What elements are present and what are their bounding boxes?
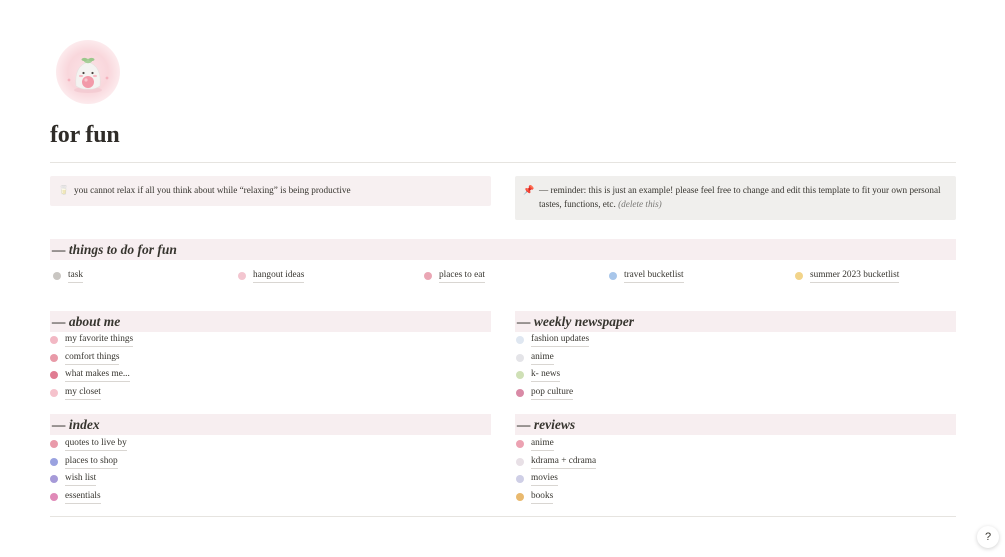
places-to-shop-icon [50,458,58,466]
movies-icon [516,475,524,483]
link-label: essentials [65,490,101,504]
link-label: task [68,269,83,283]
fashion-updates-icon [516,336,524,344]
task-icon [53,272,61,280]
comfort-things-icon [50,354,58,362]
hangout-ideas-icon [238,272,246,280]
summer-bucketlist-icon [795,272,803,280]
link-label: anime [531,437,554,451]
link-label: summer 2023 bucketlist [810,269,899,283]
section-heading-index[interactable]: — index [50,414,491,435]
link-label: travel bucketlist [624,269,684,283]
essentials-icon [50,493,58,501]
link-label: quotes to live by [65,437,127,451]
quote-callout[interactable] [50,176,491,206]
favorite-things-icon [50,336,58,344]
reminder-text: — reminder: this is just an example! please feel free to change and edit this template to fit your own personal tastes, functions, etc. [539,185,941,209]
divider-bottom [50,516,956,517]
travel-bucketlist-icon [609,272,617,280]
link-label: fashion updates [531,333,589,347]
reminder-callout[interactable] [515,176,956,220]
link-label: my favorite things [65,333,133,347]
section-heading-about-me[interactable]: — about me [50,311,491,332]
pushpin-icon: 📌 [523,185,535,195]
link-label: what makes me... [65,368,130,382]
anime-reviews-icon [516,440,524,448]
page-title[interactable]: for fun [50,122,120,148]
milk-bottle-icon: 🥛 [58,185,70,195]
link-label: wish list [65,472,96,486]
places-to-eat-icon [424,272,432,280]
reminder-note: (delete this) [618,199,662,209]
link-label: k- news [531,368,560,382]
link-label: places to eat [439,269,485,283]
section-heading-things-to-do[interactable]: — things to do for fun [50,239,956,260]
anime-news-icon [516,354,524,362]
kdrama-icon [516,458,524,466]
link-label: comfort things [65,351,119,365]
quote-callout-text: you cannot relax if all you think about while “relaxing” is being productive [74,185,351,195]
help-button[interactable]: ? [977,526,999,548]
quotes-icon [50,440,58,448]
link-label: movies [531,472,558,486]
link-label: kdrama + cdrama [531,455,596,469]
link-label: hangout ideas [253,269,304,283]
books-icon [516,493,524,501]
section-heading-reviews[interactable]: — reviews [515,414,956,435]
link-label: pop culture [531,386,573,400]
wish-list-icon [50,475,58,483]
link-label: places to shop [65,455,118,469]
link-label: books [531,490,553,504]
link-label: my closet [65,386,101,400]
heart-icon [50,389,58,397]
reminder-callout-text [539,183,942,211]
link-label: anime [531,351,554,365]
cute-mascot-icon [56,40,120,104]
what-makes-me-icon [50,371,58,379]
divider [50,162,956,163]
page-icon[interactable] [56,40,120,104]
k-news-icon [516,371,524,379]
section-heading-weekly-newspaper[interactable]: — weekly newspaper [515,311,956,332]
pop-culture-icon [516,389,524,397]
